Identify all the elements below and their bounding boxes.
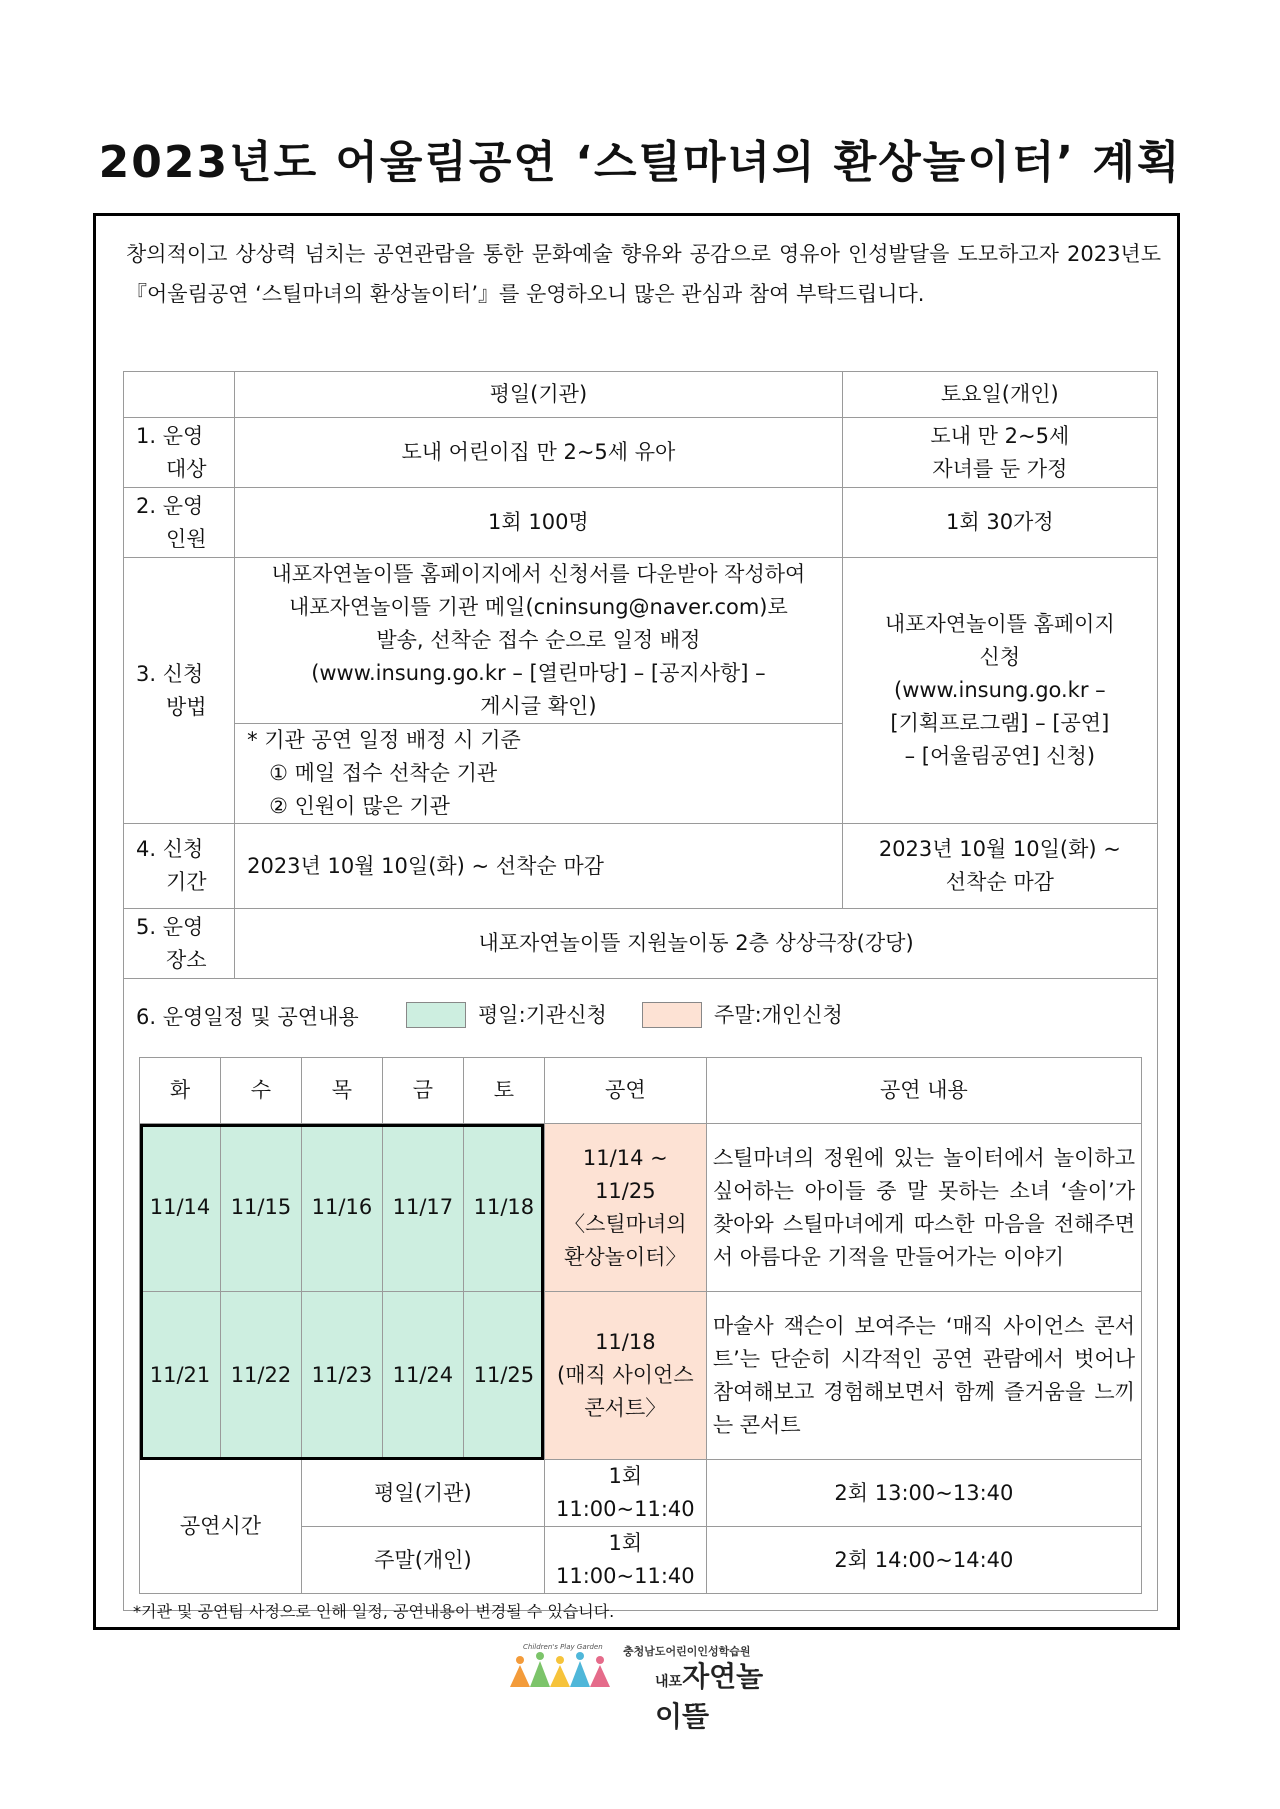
- capacity-saturday: 1회 30가정: [842, 488, 1157, 558]
- row-label: 4. 신청 기간: [124, 824, 235, 909]
- apply-method-saturday: 내포자연놀이뜰 홈페이지 신청 (www.insung.go.kr – [기획프로그램] – [공연] – [어울림공연] 신청): [842, 558, 1157, 824]
- logo-tagline: Children's Play Garden: [523, 1643, 603, 1651]
- day-header: 수: [220, 1058, 301, 1124]
- date-cell: 11/22: [220, 1292, 301, 1460]
- date-cell: 11/23: [301, 1292, 382, 1460]
- empty-header: [124, 372, 235, 418]
- legend-weekend: 주말:개인신청: [642, 1001, 843, 1029]
- time-slot-1: 1회 11:00~11:40: [544, 1527, 706, 1594]
- schedule-label: 6. 운영일정 및 공연내용: [136, 1005, 359, 1029]
- saturday-header: 토요일(개인): [842, 372, 1157, 418]
- date-cell: 11/24: [382, 1292, 463, 1460]
- show-cell: 11/14 ~ 11/25 〈스틸마녀의 환상놀이터〉: [544, 1124, 706, 1292]
- venue-cell: 내포자연놀이뜰 지원놀이동 2층 상상극장(강당): [235, 909, 1158, 979]
- logo-org: 충청남도어린이인성학습원: [623, 1645, 751, 1658]
- legend-swatch-weekend: [642, 1002, 702, 1028]
- content-frame: [93, 213, 1180, 1630]
- times-label: 공연시간: [140, 1460, 302, 1594]
- legend-swatch-weekday: [406, 1002, 466, 1028]
- footnote: *기관 및 공연팀 사정으로 인해 일정, 공연내용이 변경될 수 있습니다.: [133, 1602, 615, 1621]
- period-saturday: 2023년 10월 10일(화) ~ 선착순 마감: [842, 824, 1157, 909]
- day-header: 화: [140, 1058, 221, 1124]
- criteria-box: * 기관 공연 일정 배정 시 기준 ① 메일 접수 선착순 기관 ② 인원이 많은 기관: [235, 724, 843, 824]
- time-type: 평일(기관): [301, 1460, 544, 1527]
- schedule-table: [139, 1057, 1142, 1594]
- page-title: 2023년도 어울림공연 ‘스틸마녀의 환상놀이터’ 계획: [98, 137, 1182, 188]
- row-label: 3. 신청 방법: [124, 558, 235, 824]
- row-label: 1. 운영 대상: [124, 418, 235, 488]
- show-cell: 11/18 (매직 사이언스 콘서트〉: [544, 1292, 706, 1460]
- date-cell: 11/18: [463, 1124, 544, 1292]
- weekday-header: 평일(기관): [235, 372, 843, 418]
- show-header: 공연: [544, 1058, 706, 1124]
- logo-name: 내포자연놀이뜰: [655, 1660, 764, 1733]
- time-slot-2: 2회 13:00~13:40: [706, 1460, 1141, 1527]
- schedule-section: [124, 979, 1158, 1611]
- period-weekday: 2023년 10월 10일(화) ~ 선착순 마감: [235, 824, 843, 909]
- intro-paragraph: 창의적이고 상상력 넘치는 공연관람을 통한 문화예술 향유와 공감으로 영유아 인성발달을 도모하고자 2023년도『어울림공연 ‘스틸마녀의 환상놀이터’』를 운영하오니 많은 관심과 참여 부탁드립니다.: [126, 242, 1161, 306]
- plan-table: [123, 371, 1158, 1611]
- day-header: 금: [382, 1058, 463, 1124]
- time-slot-2: 2회 14:00~14:40: [706, 1527, 1141, 1594]
- date-cell: 11/21: [140, 1292, 221, 1460]
- day-header: 목: [301, 1058, 382, 1124]
- content-header: 공연 내용: [706, 1058, 1141, 1124]
- time-slot-1: 1회 11:00~11:40: [544, 1460, 706, 1527]
- content-cell: 마술사 잭슨이 보여주는 ‘매직 사이언스 콘서트’는 단순히 시각적인 공연 관람에서 벗어나 참여해보고 경험해보면서 함께 즐거움을 느끼는 콘서트: [706, 1292, 1141, 1460]
- apply-method-weekday: 내포자연놀이뜰 홈페이지에서 신청서를 다운받아 작성하여 내포자연놀이뜰 기관 메일(cninsung@naver.com)로 발송, 선착순 접수 순으로 일정 배정 (www.insung.go.kr – [열린마당] – [공지사항] – 게시글 확인): [235, 558, 843, 724]
- target-saturday: 도내 만 2~5세 자녀를 둔 가정: [842, 418, 1157, 488]
- capacity-weekday: 1회 100명: [235, 488, 843, 558]
- time-type: 주말(개인): [301, 1527, 544, 1594]
- day-header: 토: [463, 1058, 544, 1124]
- legend-weekday: 평일:기관신청: [406, 1001, 607, 1029]
- date-cell: 11/14: [140, 1124, 221, 1292]
- logo: [505, 1643, 775, 1733]
- target-weekday: 도내 어린이집 만 2~5세 유아: [235, 418, 843, 488]
- content-cell: 스틸마녀의 정원에 있는 놀이터에서 놀이하고 싶어하는 아이들 중 말 못하는 소녀 ‘솔이’가 찾아와 스틸마녀에게 따스한 마음을 전해주면서 아름다운 기적을 만들어가는 이야기: [706, 1124, 1141, 1292]
- date-cell: 11/25: [463, 1292, 544, 1460]
- date-cell: 11/16: [301, 1124, 382, 1292]
- row-label: 5. 운영 장소: [124, 909, 235, 979]
- date-cell: 11/15: [220, 1124, 301, 1292]
- date-cell: 11/17: [382, 1124, 463, 1292]
- row-label: 2. 운영 인원: [124, 488, 235, 558]
